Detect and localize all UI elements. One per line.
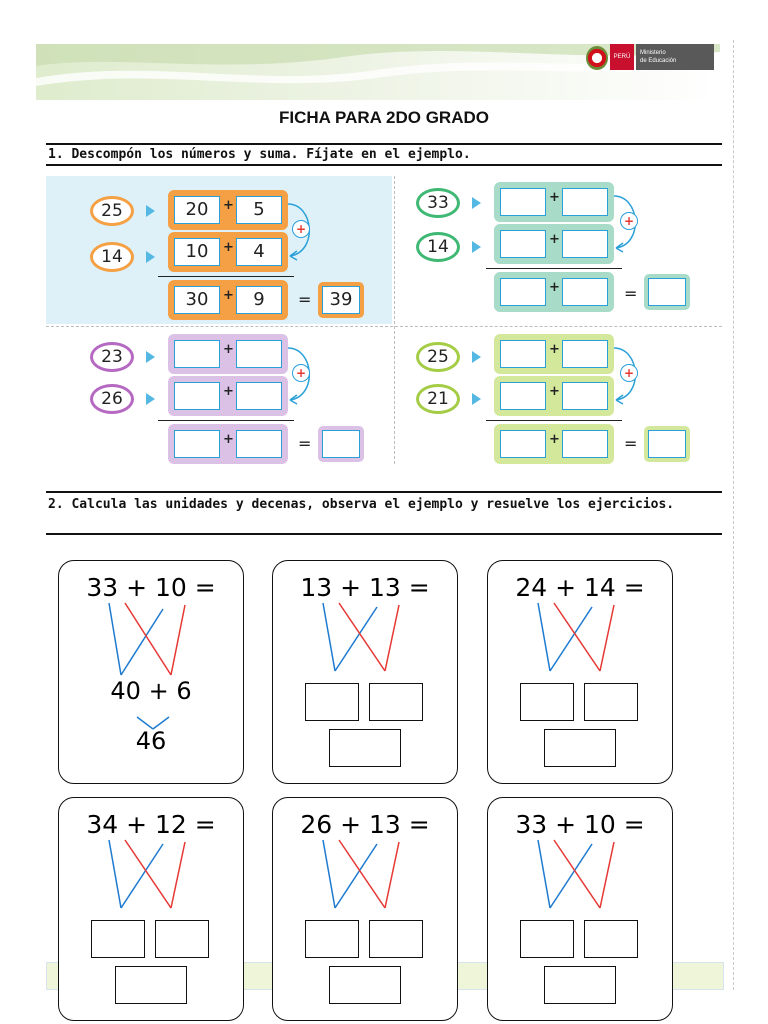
- arrow-icon: [472, 241, 481, 253]
- answer-input-units[interactable]: [369, 683, 423, 721]
- card-result: 46: [135, 727, 167, 755]
- card-expression: 34 + 12 =: [86, 810, 216, 839]
- exercise-b-sum-row: [168, 424, 288, 464]
- exercise-c-row-1: [494, 334, 614, 374]
- answer-input-tens[interactable]: [305, 683, 359, 721]
- plus-sign: +: [549, 342, 560, 357]
- exercise-b-number-1: 23: [90, 342, 134, 372]
- plus-sign: +: [223, 384, 234, 399]
- rule: [46, 533, 722, 535]
- equals-sign: =: [624, 434, 638, 453]
- plus-sign: +: [223, 342, 234, 357]
- answer-input-result[interactable]: [544, 729, 616, 767]
- answer-input[interactable]: [500, 278, 546, 306]
- exercise-c-number-1: 25: [416, 342, 460, 372]
- plus-sign: +: [549, 190, 560, 205]
- decomposition-lines: [273, 601, 459, 681]
- example-row-1: [168, 190, 288, 230]
- decomposition-lines: [59, 601, 245, 681]
- answer-input[interactable]: [562, 278, 608, 306]
- divider-vertical: [394, 176, 395, 464]
- card-expression: 26 + 13 =: [300, 810, 430, 839]
- example-number-1: 25: [90, 196, 134, 226]
- answer-input[interactable]: [648, 278, 686, 306]
- ministry-line1: Ministerio: [640, 50, 666, 56]
- exercise-c-result-box: [644, 426, 690, 462]
- exercise-a-number-2: 14: [416, 232, 460, 262]
- decomposition-lines: [488, 838, 674, 918]
- example-sum-row: [168, 280, 288, 320]
- plus-sign: +: [223, 288, 234, 303]
- exercise-b-row-1: [168, 334, 288, 374]
- exercise-card: [272, 560, 458, 784]
- answer-input-result[interactable]: [329, 729, 401, 767]
- answer-input[interactable]: [562, 230, 608, 258]
- answer-input[interactable]: [174, 430, 220, 458]
- decomposition-lines: [59, 838, 245, 918]
- arrow-icon: [146, 393, 155, 405]
- exercise-card: [487, 560, 673, 784]
- exercise1-grid: [46, 176, 722, 466]
- answer-input-tens[interactable]: [520, 683, 574, 721]
- example-number-2: 14: [90, 242, 134, 272]
- answer-input[interactable]: [174, 340, 220, 368]
- exercise-c-sum-row: [494, 424, 614, 464]
- plus-sign: +: [223, 240, 234, 255]
- exercise-card: [58, 797, 244, 1021]
- answer-input[interactable]: [236, 430, 282, 458]
- answer-input[interactable]: [500, 430, 546, 458]
- plus-sign: +: [223, 198, 234, 213]
- sum-line: [486, 420, 622, 421]
- answer-input[interactable]: [562, 430, 608, 458]
- answer-input-result[interactable]: [115, 966, 187, 1004]
- example-units-1: 5: [236, 196, 282, 224]
- example-tens-2: 10: [174, 238, 220, 266]
- arrow-icon: [146, 351, 155, 363]
- example-result: 39: [322, 286, 360, 314]
- sum-line: [158, 276, 294, 277]
- card-partial-sum: 40 + 6: [110, 677, 192, 705]
- sum-line: [158, 420, 294, 421]
- plus-sign: +: [549, 384, 560, 399]
- answer-input[interactable]: [562, 382, 608, 410]
- answer-input-units[interactable]: [584, 683, 638, 721]
- exercise-c-row-2: [494, 376, 614, 416]
- plus-circle-icon: +: [292, 364, 310, 382]
- exercise-b-result-box: [318, 426, 364, 462]
- answer-input[interactable]: [322, 430, 360, 458]
- card-expression: 24 + 14 =: [515, 573, 645, 602]
- divider-horizontal: [46, 326, 722, 327]
- example-sum-units: 9: [236, 286, 282, 314]
- plus-sign: +: [549, 432, 560, 447]
- exercise-card: [487, 797, 673, 1021]
- peru-seal-icon: [586, 46, 608, 70]
- answer-input[interactable]: [562, 188, 608, 216]
- plus-sign: +: [549, 232, 560, 247]
- answer-input[interactable]: [236, 382, 282, 410]
- plus-circle-icon: +: [620, 212, 638, 230]
- arrow-icon: [146, 205, 155, 217]
- answer-input-tens[interactable]: [91, 920, 145, 958]
- exercise-b-row-2: [168, 376, 288, 416]
- ministry-line2: de Educación: [640, 58, 677, 64]
- exercise-c-number-2: 21: [416, 384, 460, 414]
- page-title: FICHA PARA 2DO GRADO: [279, 108, 489, 127]
- answer-input[interactable]: [562, 340, 608, 368]
- arrow-icon: [472, 351, 481, 363]
- exercise-a-sum-row: [494, 272, 614, 312]
- rule: [46, 143, 722, 145]
- card-expression: 33 + 10 =: [515, 810, 645, 839]
- section1-heading: 1. Descompón los números y suma. Fíjate en el ejemplo.: [48, 147, 471, 162]
- plus-circle-icon: +: [620, 364, 638, 382]
- exercise-a-row-2: [494, 224, 614, 264]
- answer-input-units[interactable]: [584, 920, 638, 958]
- arrow-icon: [472, 197, 481, 209]
- rule: [46, 164, 722, 166]
- sum-line: [486, 268, 622, 269]
- equals-sign: =: [298, 434, 312, 453]
- example-result-box: [318, 282, 364, 318]
- answer-input[interactable]: [500, 382, 546, 410]
- card-expression: 33 + 10 =: [86, 573, 216, 602]
- example-sum-tens: 30: [174, 286, 220, 314]
- peru-logo: PERÚ: [610, 44, 634, 70]
- plus-sign: +: [223, 432, 234, 447]
- exercise-a-row-1: [494, 182, 614, 222]
- rule: [46, 491, 722, 493]
- exercise-card: [272, 797, 458, 1021]
- answer-input-units[interactable]: [369, 920, 423, 958]
- example-row-2: [168, 232, 288, 272]
- equals-sign: =: [298, 290, 312, 309]
- arrow-icon: [472, 393, 481, 405]
- answer-input-result[interactable]: [544, 966, 616, 1004]
- answer-input-tens[interactable]: [520, 920, 574, 958]
- answer-input-units[interactable]: [155, 920, 209, 958]
- plus-sign: +: [549, 280, 560, 295]
- exercise-b-number-2: 26: [90, 384, 134, 414]
- decomposition-lines: [273, 838, 459, 918]
- margin-guide: [733, 40, 734, 990]
- exercise-a-number-1: 33: [416, 188, 460, 218]
- answer-input[interactable]: [500, 340, 546, 368]
- answer-input[interactable]: [500, 230, 546, 258]
- answer-input-tens[interactable]: [305, 920, 359, 958]
- decomposition-lines: [488, 601, 674, 681]
- example-tens-1: 20: [174, 196, 220, 224]
- answer-input[interactable]: [500, 188, 546, 216]
- ministry-logo: [636, 44, 714, 70]
- plus-circle-icon: +: [292, 220, 310, 238]
- card-expression: 13 + 13 =: [300, 573, 430, 602]
- section2-heading: 2. Calcula las unidades y decenas, observa el ejemplo y resuelve los ejercicios.: [48, 497, 675, 512]
- answer-input[interactable]: [236, 340, 282, 368]
- exercise-card-example: [58, 560, 244, 784]
- equals-sign: =: [624, 284, 638, 303]
- answer-input[interactable]: [174, 382, 220, 410]
- answer-input[interactable]: [648, 430, 686, 458]
- exercise-a-result-box: [644, 274, 690, 310]
- example-units-2: 4: [236, 238, 282, 266]
- answer-input-result[interactable]: [329, 966, 401, 1004]
- arrow-icon: [146, 251, 155, 263]
